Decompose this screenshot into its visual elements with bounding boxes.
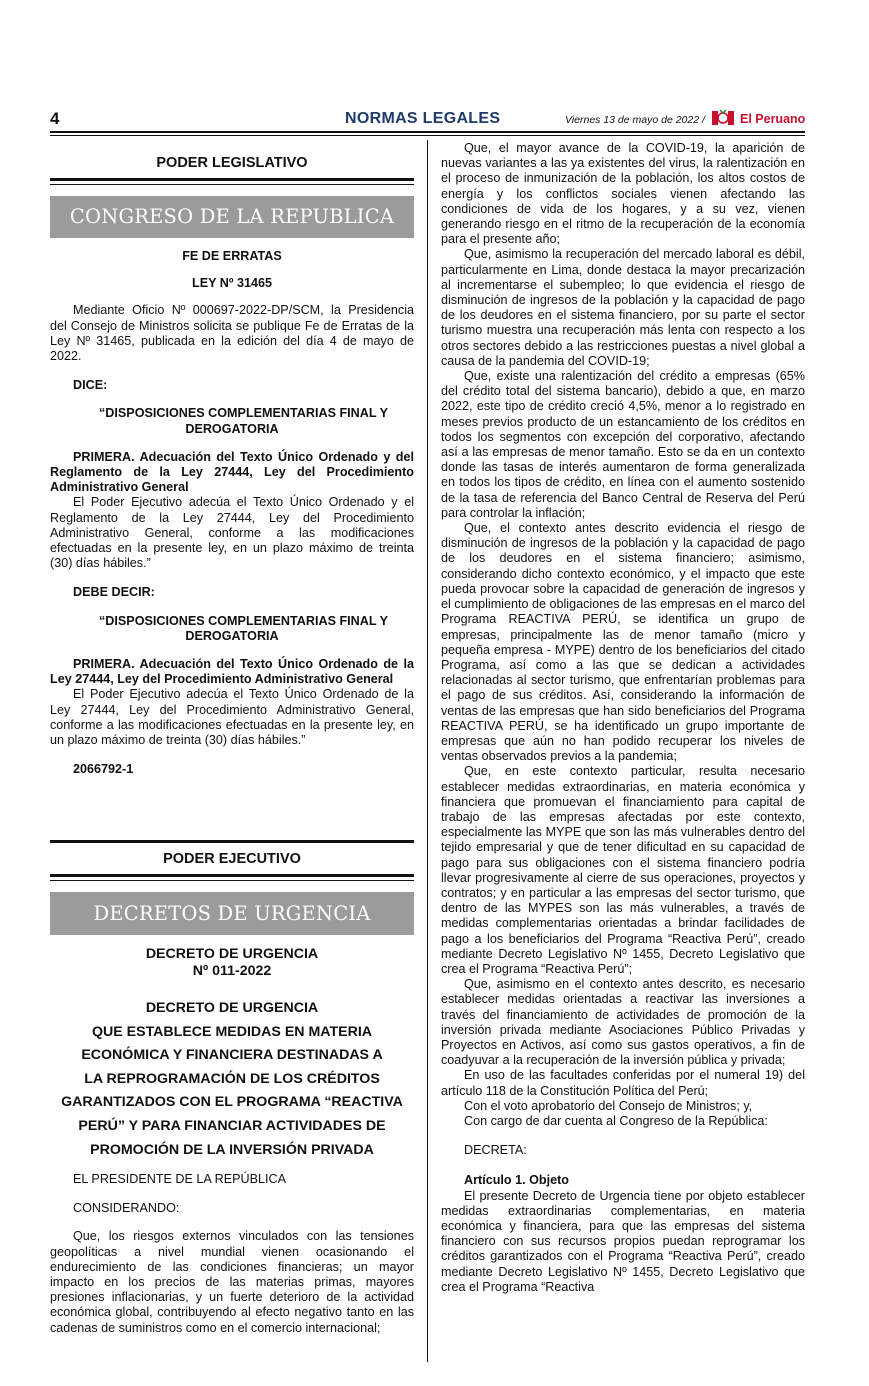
considerando-paragraph: Que, en este contexto particular, resulta necesario establecer medidas extraordinarias, en materia económica y financiera que promuevan el financiamiento para capital de trabajo de las empresas afectadas por este contexto, especialmente las MYPE que son las más vulnerables dentro del tejido empresarial y que de tener dificultad en su capacidad de pago para sus obligaciones con el sistema financiero podría llevar progresivamente al cierre de sus operaciones, proyectos y contratos; y en particular a las empresas del sector turismo, que dentro de las MYPES son las más vulnerables, a través de medidas complementarias orientadas a brindar facilidades de pago a los beneficiarios del Programa “Reactiva Perú”, creado mediante Decreto Legislativo Nº 1455, Decreto Legislativo que crea el Programa “Reactiva Perú”;	[441, 764, 805, 976]
primera-dice-text: El Poder Ejecutivo adecúa el Texto Único Ordenado y el Reglamento de la Ley 27444, Ley del Procedimiento Administrativo General, conforme a las modificaciones efectuadas en la presente ley, en un plazo máximo de treinta (30) días hábiles.”	[50, 495, 414, 571]
ley-number: LEY Nº 31465	[192, 276, 272, 291]
primera-dice-title: PRIMERA. Adecuación del Texto Único Ordenado y del Reglamento de la Ley 27444, Ley del Procedimiento Administrativo General	[50, 449, 414, 495]
column-divider	[427, 140, 428, 1362]
poder-legislativo-heading: PODER LEGISLATIVO	[156, 155, 308, 171]
heading-rule-thin	[50, 184, 414, 185]
section-title: NORMAS LEGALES	[345, 110, 501, 127]
du-line1: DECRETO DE URGENCIA	[145, 946, 319, 962]
considerando-paragraph: Que, el mayor avance de la COVID-19, la aparición de nuevas variantes a las ya existentes del virus, la ralentización en el proceso de inmunización de la población, los altos costos de energía y los conflictos sociales vienen afectando las condiciones de vida de los hogares, y a su vez, vienen generando riesgo en el ritmo de la recuperación de la economía para el presente año;	[441, 141, 805, 247]
disposiciones-heading: “DISPOSICIONES COMPLEMENTARIAS FINAL Y DEROGATORIA	[99, 406, 388, 436]
document-code: 2066792-1	[73, 762, 134, 777]
considerando-paragraph: En uso de las facultades conferidas por el numeral 19) del artículo 118 de la Constitución Política del Perú;	[441, 1068, 805, 1098]
article-1-title: Artículo 1. Objeto	[464, 1173, 569, 1188]
decreta-label: DECRETA:	[464, 1143, 527, 1158]
header-rule	[50, 131, 805, 133]
heading-rule	[50, 178, 414, 181]
heading-rule-thin-2	[50, 880, 414, 881]
fe-erratas-title: FE DE ERRATAS	[182, 249, 282, 263]
considerando-paragraph: Que, asimismo en el contexto antes descrito, es necesario establecer medidas orientadas a reactivar las inversiones a través del financiamiento de actividades de promoción de la inversión privada mediante Asociaciones Público Privadas y Proyectos en Activos, así como sus gastos operativos, a fin de coadyuvar a la recuperación de la inversión pública y privada;	[441, 977, 805, 1068]
du-title-line: PROMOCIÓN DE LA INVERSIÓN PRIVADA	[90, 1141, 374, 1158]
du-title-line: ECONÓMICA Y FINANCIERA DESTINADAS A	[81, 1047, 383, 1064]
header-rule-thin	[50, 135, 805, 136]
dice-label: DICE:	[73, 378, 108, 393]
du-title-line: PERÚ” Y PARA FINANCIAR ACTIVIDADES DE	[78, 1117, 386, 1134]
peru-coat-of-arms-icon	[712, 108, 734, 128]
considerando-paragraph: Que, existe una ralentización del crédito a empresas (65% del crédito total del sistema bancario), debido a que, en marzo 2022, este tipo de crédito creció 4,5%, menor a lo registrado en meses previos producto de un estancamiento de los créditos en todos los segmentos con excepción del corporativo, afectando así a las empresas de menor tamaño. Esto se da en un contexto donde las tasas de interés aumentaron de forma generalizada en todos los tipos de crédito, en línea con el aumento sostenido de la tasa de referencia del Banco Central de Reserva del Perú para controlar la inflación;	[441, 369, 805, 520]
considerando-paragraph: Con cargo de dar cuenta al Congreso de la República:	[464, 1114, 768, 1128]
du-number	[50, 946, 414, 980]
intro-paragraph: Mediante Oficio Nº 000697-2022-DP/SCM, la Presidencia del Consejo de Ministros solicita se publique Fe de Erratas de la Ley Nº 31465, publicada en la edición del día 4 de mayo de 2022.	[50, 303, 414, 364]
considerando-paragraph: Que, asimismo la recuperación del mercado laboral es débil, particularmente en Lima, donde destaca la mayor precarización al incrementarse el subempleo; lo que evidencia el riesgo de disminución de ingresos de la población y la capacidad de pago de los deudores en el sistema financiero, por su parte el sector turismo muestra una recuperación más lenta con respecto a los otros sectores debido a las restricciones puestas a nivel global a causa de la pandemia del COVID-19;	[441, 247, 805, 368]
fe-erratas-section	[50, 249, 414, 777]
du-title-line: QUE ESTABLECE MEDIDAS EN MATERIA	[91, 1023, 373, 1040]
du-title	[50, 997, 414, 1162]
du-title-line: LA REPROGRAMACIÓN DE LOS CRÉDITOS	[84, 1070, 380, 1087]
du-title-line: DECRETO DE URGENCIA	[145, 1000, 319, 1016]
primera-debe-title: PRIMERA. Adecuación del Texto Único Ordenado de la Ley 27444, Ley del Procedimiento Administrativo General	[50, 657, 414, 687]
poder-ejecutivo-heading: PODER EJECUTIVO	[163, 851, 301, 867]
considerando-paragraph: Con el voto aprobatorio del Consejo de Ministros; y,	[464, 1098, 753, 1113]
primera-debe-text: El Poder Ejecutivo adecúa el Texto Único Ordenado de la Ley 27444, Ley del Procedimiento Administrativo General, conforme a las modificaciones efectuadas en la presente ley, en un plazo máximo de treinta (30) días hábiles.”	[50, 687, 414, 748]
section-separator	[50, 840, 414, 843]
du-title-line: GARANTIZADOS CON EL PROGRAMA “REACTIVA	[61, 1094, 403, 1111]
congreso-band: CONGRESO DE LA REPUBLICA	[50, 196, 414, 238]
article-1-text: El presente Decreto de Urgencia tiene por objeto establecer medidas extraordinarias complementarias, en materia económica y financiera, para que las empresas del sistema financiero con sus recursos propios puedan reprogramar los créditos garantizados con el Programa “Reactiva Perú”, creado mediante Decreto Legislativo Nº 1455, Decreto Legislativo que crea el Programa “Reactiva	[441, 1188, 805, 1294]
du-line2: Nº 011-2022	[192, 963, 272, 979]
considerando-section	[50, 1172, 414, 1336]
presidente-label: EL PRESIDENTE DE LA REPÚBLICA	[73, 1172, 286, 1186]
heading-rule-2	[50, 874, 414, 877]
considerando-label: CONSIDERANDO:	[73, 1201, 180, 1216]
considerando-paragraph-1: Que, los riesgos externos vinculados con las tensiones geopolíticas a nivel mundial vienen ocasionando el endurecimiento de las condiciones financieras; un mayor impacto en los precios de las materias primas, mayores presiones inflacionarias, y un fuerte deterioro de la actividad económica global, contribuyendo al efecto negativo tanto en las cadenas de suministros como en el comercio internacional;	[50, 1229, 414, 1335]
publication-logo: El Peruano	[740, 112, 806, 126]
considerando-paragraph: Que, el contexto antes descrito evidencia el riesgo de disminución de ingresos de la población y la capacidad de pago de los deudores en el sistema financiero; asimismo, considerando dicho contexto económico, y el impacto que este pueda provocar sobre la capacidad de generación de ingresos y el cumplimiento de obligaciones de las empresas en el marco del Programa REACTIVA PERÚ, se identifica un grupo de empresas, principalmente las de menor tamaño (micro y pequeña empresa - MYPE) dentro de los beneficiarios del citado Programa, así como a las que se dedican a actividades relacionadas al sector turismo, que enfrentarían problemas para el pago de sus créditos. Así, considerando la información de ventas de las empresas que han sido beneficiarios del Programa REACTIVA PERÚ, se ha identificado un grupo importante de empresas que aún no han podido recuperar los niveles de ventas observados previos a la pandemia;	[441, 521, 806, 764]
disposiciones-heading-2: “DISPOSICIONES COMPLEMENTARIAS FINAL Y DEROGATORIA	[99, 613, 388, 643]
right-column	[441, 141, 805, 1295]
decretos-band: DECRETOS DE URGENCIA	[50, 892, 414, 935]
page-number: 4	[50, 109, 60, 128]
debe-decir-label: DEBE DECIR:	[73, 585, 155, 600]
publication-date: Viernes 13 de mayo de 2022 /	[565, 114, 705, 126]
